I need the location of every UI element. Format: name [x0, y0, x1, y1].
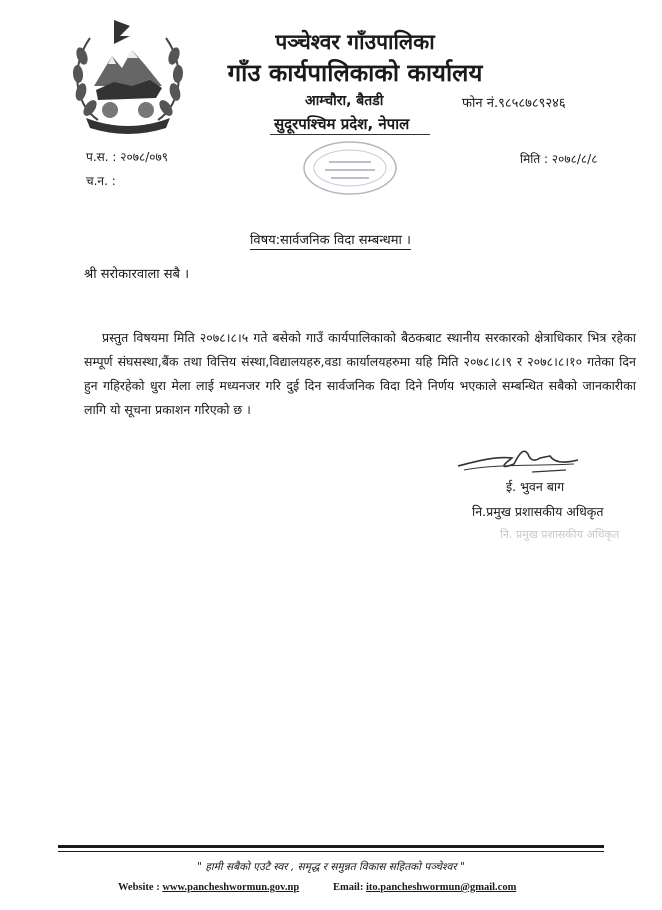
footer-email [333, 882, 516, 893]
email-link[interactable]: ito.pancheshwormun@gmail.com [365, 882, 517, 893]
signatory-title: नि.प्रमुख प्रशासकीय अधिकृत [472, 504, 604, 519]
footer-website [118, 882, 299, 893]
signatory-name: ई. भुवन बाग [506, 479, 565, 494]
office-province: सुदूरपश्चिम प्रदेश, नेपाल [274, 115, 410, 133]
reference-number: प.स. : २०७८/०७९ [86, 150, 168, 164]
office-phone: फोन नं.९८५८७८९२४६ [462, 96, 566, 111]
office-subtitle: गाँउ कार्यपालिकाको कार्यालय [227, 59, 483, 87]
office-name: पञ्चेश्वर गाँउपालिका [275, 30, 435, 54]
letter-subject: विषय:सार्वजनिक विदा सम्बन्धमा । [250, 230, 411, 250]
letter-date: मिति : २०७८/८/८ [520, 152, 598, 166]
footer-motto: " हामी सबैको एउटै स्वर , समृद्ध र समुन्नत विकास सहितको पञ्चेश्वर " [197, 861, 465, 873]
footer-rule-thick [58, 845, 604, 848]
dispatch-number: च.न. : [86, 174, 116, 188]
header-underline [270, 134, 430, 135]
letter-addressee: श्री सरोकारवाला सबै । [84, 267, 190, 282]
email-label: Email: [333, 882, 364, 893]
office-address: आम्चौरा, बैतडी [305, 93, 384, 109]
signature-icon [454, 444, 584, 480]
footer-rule-thin [58, 851, 604, 852]
website-label: Website : [118, 882, 160, 893]
website-link[interactable]: www.pancheshwormun.gov.np [162, 882, 300, 893]
office-stamp-icon [295, 140, 405, 202]
faint-stamp-text: नि. प्रमुख प्रशासकीय अधिकृत [500, 528, 620, 541]
letter-body: प्रस्तुत विषयमा मिति २०७८।८।५ गते बसेको गाउँ कार्यपालिकाको बैठकबाट स्थानीय सरकारको क्षेत्राधिकार भित्र रहेका सम्पूर्ण संघसस्था,बैंक तथा वित्तिय संस्था,विद्यालयहरु,वडा कार्यालयहरुमा यहि मिति २०७८।८।९ र २०७८।८।१० गतेका दिन हुन गहिरहेको धुरा मेला लाई मध्यनजर गरि दुई दिन सार्वजनिक विदा दिने निर्णय भएकाले सम्बन्धित सबैको जानकारीका लागि यो सूचना प्रकाशन गरिएको छ । [84, 330, 636, 417]
